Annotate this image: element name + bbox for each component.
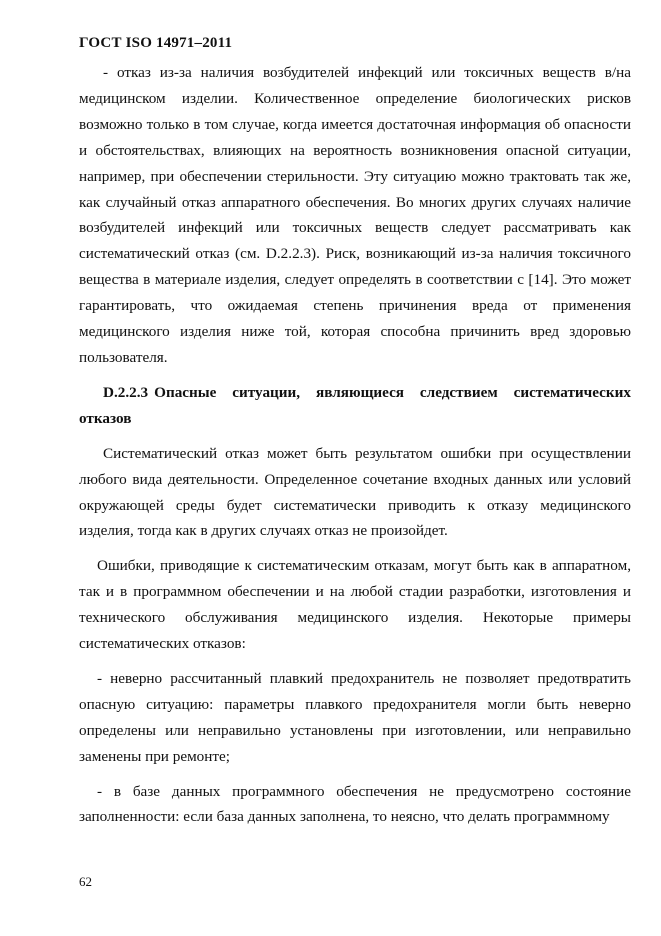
paragraph-biological-risk: - отказ из-за наличия возбудителей инфекций или токсичных веществ в/на медицинском изделии. Количественное определение биологических рисков возможно только в том случае, когда имеется достаточная информация об опасности и обстоятельствах, влияющих на вероятность возникновения опасной ситуации, например, при обеспечении стерильности. Эту ситуацию можно трактовать так же, как случайный отказ аппаратного обеспечения. Во многих других случаях наличие возбудителей инфекций или токсичных веществ следует рассматривать как систематический отказ (см. D.2.2.3). Риск, возникающий из-за наличия токсичного вещества в материале изделия, следует определять в соответствии с [14]. Это может гарантировать, что ожидаемая степень причинения вреда от применения медицинского изделия ниже той, которая способна причинить вред здоровью пользователя. (79, 64, 631, 366)
page-number: 62 (79, 874, 92, 889)
document-body (79, 60, 631, 830)
section-title: Опасные ситуации, являющиеся следствием систематических отказов (79, 383, 631, 427)
section-heading (79, 380, 631, 432)
list-item-fuse: - неверно рассчитанный плавкий предохранитель не позволяет предотвратить опасную ситуацию: параметры плавкого предохранителя могли быть неверно определены или неправильно установлены при изготовлении, или неправильно заменены при ремонте; (79, 669, 631, 765)
document-header: ГОСТ ISO 14971–2011 (79, 35, 233, 51)
paragraph-errors: Ошибки, приводящие к систематическим отказам, могут быть как в аппаратном, так и в программном обеспечении и на любой стадии разработки, изготовления и технического обслуживания медицинского изделия. Некоторые примеры систематических отказов: (79, 557, 631, 653)
paragraph-systematic-failure: Систематический отказ может быть результатом ошибки при осуществлении любого вида деятельности. Определенное сочетание входных данных или условий окружающей среды будет систематически приводить к отказу медицинского изделия, тогда как в других случаях отказ не произойдет. (79, 444, 631, 540)
section-number: D.2.2.3 (103, 383, 149, 401)
list-item-database: - в базе данных программного обеспечения не предусмотрено состояние заполненности: если база данных заполнена, то неясно, что делать программному (79, 782, 631, 826)
